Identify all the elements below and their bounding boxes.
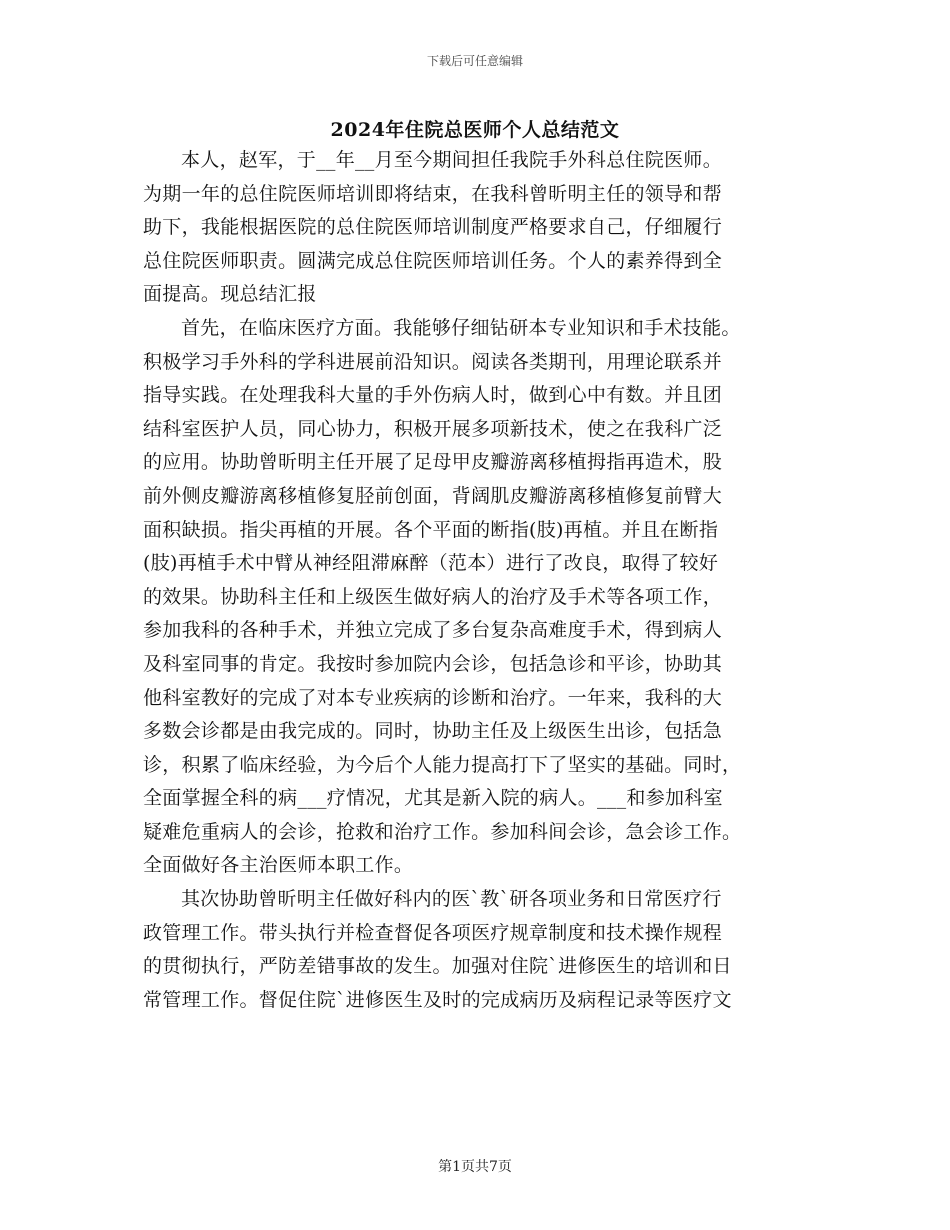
body-line: 及科室同事的肯定。我按时参加院内会诊，包括急诊和平诊，协助其 xyxy=(143,652,723,675)
body-line: 面积缺损。指尖再植的开展。各个平面的断指(肢)再植。并且在断指 xyxy=(143,518,719,541)
page-footer: 第1页共7页 xyxy=(438,1159,512,1175)
body-line: 其次协助曾昕明主任做好科内的医`教`研各项业务和日常医疗行 xyxy=(181,888,722,911)
body-line: 他科室教好的完成了对本专业疾病的诊断和治疗。一年来，我科的大 xyxy=(143,686,723,709)
body-line: 参加我科的各种手术，并独立完成了多台复杂高难度手术，得到病人 xyxy=(143,619,723,642)
body-line: 政管理工作。带头执行并检查督促各项医疗规章制度和技术操作规程 xyxy=(143,921,723,944)
body-line: 前外侧皮瓣游离移植修复胫前创面，背阔肌皮瓣游离移植修复前臂大 xyxy=(143,484,723,507)
document-body xyxy=(143,144,809,1017)
document-title: 2024年住院总医师个人总结范文 xyxy=(330,119,620,141)
body-line: (肢)再植手术中臂从神经阻滞麻醉（范本）进行了改良，取得了较好 xyxy=(143,552,719,575)
body-line: 全面做好各主治医师本职工作。 xyxy=(143,854,414,877)
body-line: 积极学习手外科的学科进展前沿知识。阅读各类期刊，用理论联系并 xyxy=(143,350,723,373)
body-line: 的应用。协助曾昕明主任开展了足母甲皮瓣游离移植拇指再造术，股 xyxy=(143,451,723,474)
body-line: 多数会诊都是由我完成的。同时，协助主任及上级医生出诊，包括急 xyxy=(143,720,723,743)
body-line: 结科室医护人员，同心协力，积极开展多项新技术，使之在我科广泛 xyxy=(143,417,723,440)
body-line: 的贯彻执行，严防差错事故的发生。加强对住院`进修医生的培训和日 xyxy=(143,955,732,978)
body-line: 诊，积累了临床经验，为今后个人能力提高打下了坚实的基础。同时， xyxy=(143,753,742,776)
body-line: 首先，在临床医疗方面。我能够仔细钻研本专业知识和手术技能。 xyxy=(181,316,741,339)
body-line: 指导实践。在处理我科大量的手外伤病人时，做到心中有数。并且团 xyxy=(143,384,723,407)
body-line: 的效果。协助科主任和上级医生做好病人的治疗及手术等各项工作， xyxy=(143,585,723,608)
body-line: 疑难危重病人的会诊，抢救和治疗工作。参加科间会诊，急会诊工作。 xyxy=(143,820,742,843)
body-line: 总住院医师职责。圆满完成总住院医师培训任务。个人的素养得到全 xyxy=(143,249,723,272)
body-line: 常管理工作。督促住院`进修医生及时的完成病历及病程记录等医疗文 xyxy=(143,988,732,1011)
header-note: 下载后可任意编辑 xyxy=(426,54,523,68)
body-line: 本人，赵军，于__年__月至今期间担任我院手外科总住院医师。 xyxy=(181,149,723,171)
body-line: 助下，我能根据医院的总住院医师培训制度严格要求自己，仔细履行 xyxy=(143,216,723,239)
body-line: 全面掌握全科的病___疗情况，尤其是新入院的病人。___和参加科室 xyxy=(143,787,723,810)
body-line: 面提高。现总结汇报 xyxy=(143,283,317,306)
body-line: 为期一年的总住院医师培训即将结束，在我科曾昕明主任的领导和帮 xyxy=(143,182,723,205)
